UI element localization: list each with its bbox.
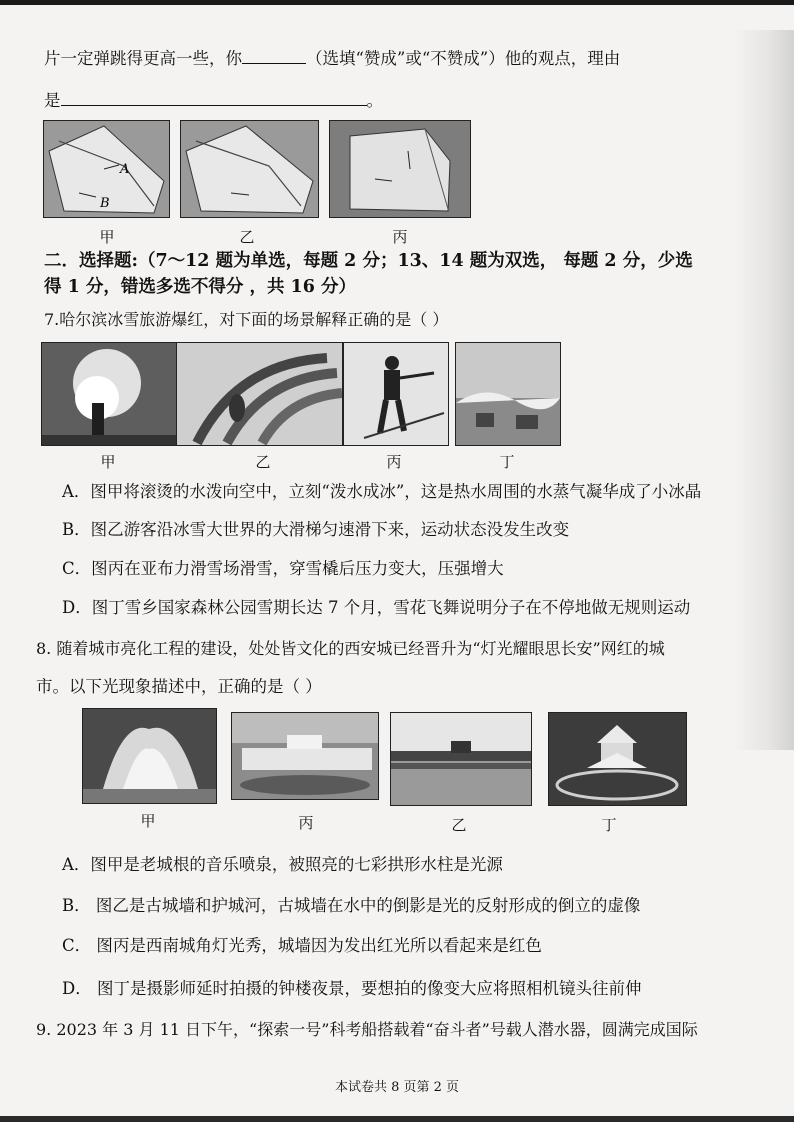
q9-stem-line1: 9. 2023 年 3 月 11 日下午，“探索一号”科考船搭载着“奋斗者”号载人潜水器，圆满完成国际: [36, 1020, 698, 1039]
q7-stem: 7.哈尔滨冰雪旅游爆红，对下面的场景解释正确的是（ ）: [44, 310, 449, 329]
folded-paper-illustration: [181, 121, 318, 217]
bell-tower-night-photo: [549, 713, 686, 805]
q6-image-yi: [180, 120, 319, 218]
q8-stem-line2: 市。以下光现象描述中，正确的是（ ）: [36, 677, 322, 696]
q8-caption-yi: 乙: [451, 816, 467, 834]
q7-option-d[interactable]: D．图丁雪乡国家森林公园雪期长达 7 个月，雪花飞舞说明分子在不停地做无规则运动: [62, 598, 691, 617]
q6-line-1: [44, 47, 620, 70]
q8-option-b[interactable]: B． 图乙是古城墙和护城河，古城墙在水中的倒影是光的反射形成的倒立的虚像: [62, 896, 641, 915]
ice-slide-photo: [177, 343, 342, 445]
q7-image-bing: [343, 342, 449, 446]
moat-reflection-photo: [391, 713, 531, 805]
folded-paper-illustration: [44, 121, 169, 217]
q8-image-yi: [390, 712, 532, 806]
section2-heading-line1: 二．选择题:（7～12 题为单选，每题 2 分；13、14 题为双选， 每题 2 分，少选: [44, 251, 693, 271]
q6-line2-text-after: 。: [366, 91, 383, 110]
q8-option-a[interactable]: A．图甲是老城根的音乐喷泉，被照亮的七彩拱形水柱是光源: [62, 855, 503, 874]
q8-caption-bing: 丙: [298, 814, 314, 832]
q6-caption-jia: 甲: [99, 228, 115, 246]
q7-caption-bing: 丙: [386, 453, 402, 471]
fountain-photo: [83, 709, 216, 803]
q6-line1-text-before: 片一定弹跳得更高一些，你: [44, 49, 242, 68]
q8-image-ding: [548, 712, 687, 806]
skier-photo: [344, 343, 448, 445]
q7-option-c[interactable]: C．图丙在亚布力滑雪场滑雪，穿雪橇后压力变大，压强增大: [62, 559, 504, 578]
section2-heading-line2: 得 1 分，错选多选不得分 ，共 16 分）: [44, 277, 356, 297]
scan-top-edge: [0, 0, 794, 5]
label-a: A: [120, 162, 130, 177]
q8-image-bing: [231, 712, 379, 800]
q7-image-ding: [455, 342, 561, 446]
q6-image-jia: [43, 120, 170, 218]
scan-bleed-through: [734, 30, 794, 750]
q7-option-b[interactable]: B．图乙游客沿冰雪大世界的大滑梯匀速滑下来，运动状态没发生改变: [62, 520, 570, 539]
q6-reason-blank[interactable]: [61, 89, 367, 106]
q8-caption-jia: 甲: [140, 812, 156, 830]
q7-image-yi: [176, 342, 343, 446]
label-b: B: [100, 196, 110, 211]
water-splash-photo: [42, 343, 177, 445]
q8-stem-line1: 8. 随着城市亮化工程的建设，处处皆文化的西安城已经晋升为“灯光耀眼思长安”网红的城: [36, 639, 665, 658]
q6-image-bing: [329, 120, 471, 218]
q8-option-d[interactable]: D． 图丁是摄影师延时拍摄的钟楼夜景，要想拍的像变大应将照相机镜头往前伸: [62, 979, 642, 998]
q6-line1-text-after: （选填“赞成”或“不赞成”）他的观点，理由: [306, 49, 621, 68]
q7-image-jia: [41, 342, 178, 446]
folded-paper-illustration: [330, 121, 470, 217]
q7-caption-jia: 甲: [100, 453, 116, 471]
scan-bottom-edge: [0, 1116, 794, 1122]
q6-line2-text-before: 是: [44, 91, 61, 110]
q7-option-a[interactable]: A．图甲将滚烫的水泼向空中，立刻“泼水成冰”，这是热水周围的水蒸气凝华成了小冰晶: [62, 482, 702, 501]
q6-opinion-blank[interactable]: [242, 47, 306, 64]
page-footer: 本试卷共 8 页第 2 页: [334, 1080, 460, 1095]
snow-village-photo: [456, 343, 560, 445]
q8-option-c[interactable]: C． 图丙是西南城角灯光秀，城墙因为发出红光所以看起来是红色: [62, 936, 542, 955]
q7-caption-yi: 乙: [255, 453, 271, 471]
city-wall-lights-photo: [232, 713, 378, 799]
q8-caption-ding: 丁: [601, 816, 617, 834]
q6-line-2: [44, 89, 383, 112]
q8-image-jia: [82, 708, 217, 804]
q6-caption-bing: 丙: [392, 228, 408, 246]
q7-caption-ding: 丁: [499, 453, 515, 471]
q6-caption-yi: 乙: [239, 228, 255, 246]
